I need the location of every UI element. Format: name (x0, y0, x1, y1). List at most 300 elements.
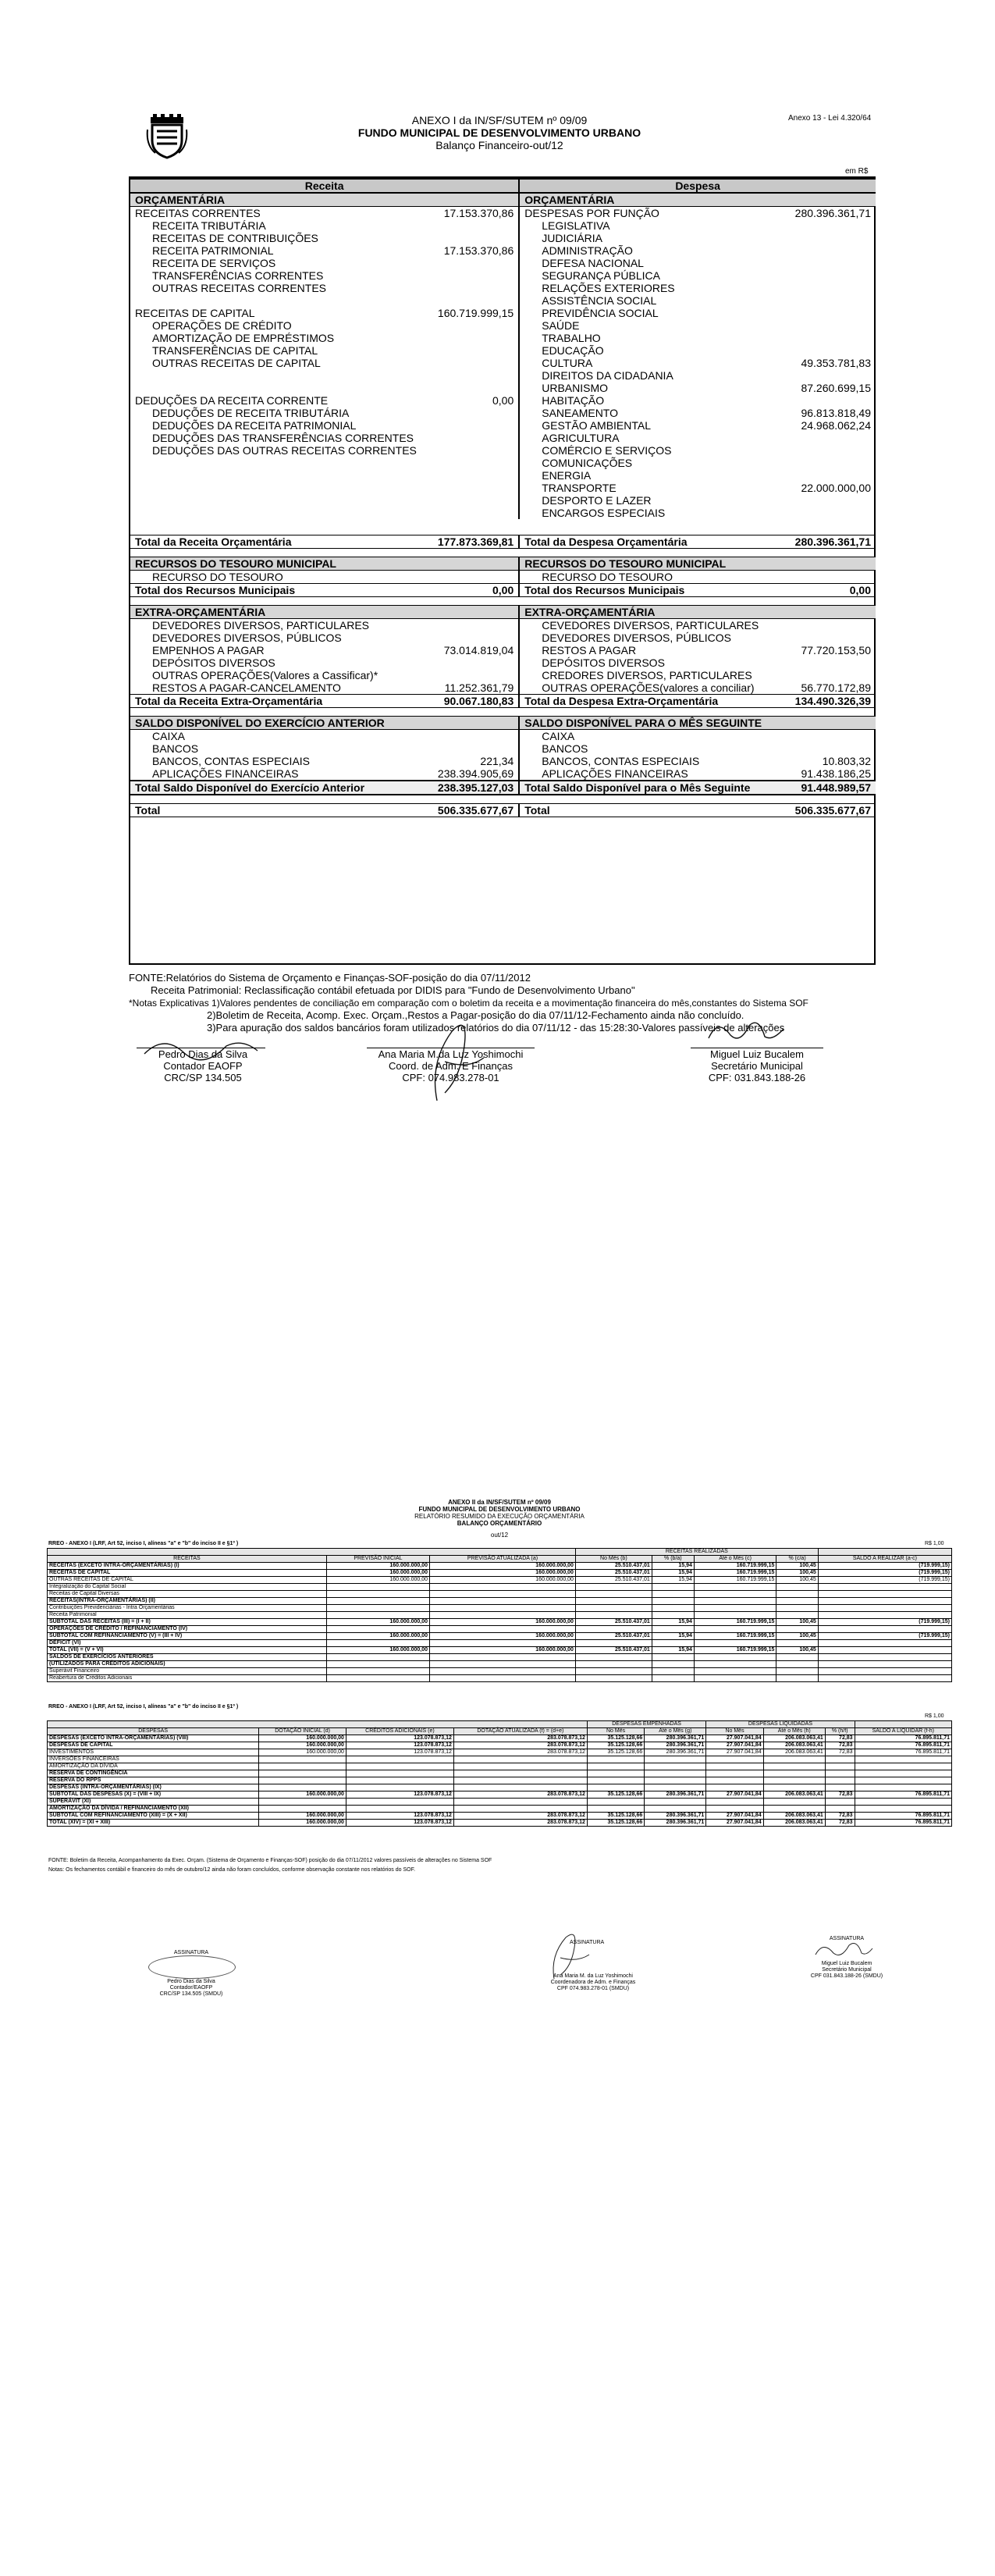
balance-row (130, 457, 876, 469)
right-value: 96.813.818,49 (801, 407, 871, 419)
right-value: 506.335.677,67 (791, 804, 876, 817)
table-row (48, 1584, 952, 1591)
row-value (645, 1777, 706, 1784)
right-label: OUTRAS OPERAÇÕES(valores a conciliar) (519, 681, 790, 695)
signer-role: Contador EAOFP (163, 1060, 243, 1072)
left-label: BANCOS, CONTAS ESPECIAIS (152, 755, 311, 767)
column-header: No Mês (b) (575, 1556, 652, 1563)
row-value: 206.083.063,41 (763, 1791, 825, 1799)
left-label: Total (130, 804, 421, 817)
column-header: No Mês (587, 1728, 644, 1735)
row-value (694, 1668, 776, 1675)
row-value (652, 1626, 694, 1633)
row-label: Contribuições Previdenciárias - Intra Orçamentárias (48, 1605, 327, 1612)
spacer-cell (791, 519, 876, 527)
row-value (346, 1756, 453, 1763)
row-value (825, 1763, 855, 1770)
right-value (791, 742, 876, 755)
row-label: Integralização do Capital Social (48, 1584, 327, 1591)
column-header: SALDO A LIQUIDAR (f-h) (855, 1728, 951, 1735)
table-row (48, 1763, 952, 1770)
receita-column-header: Receita (130, 179, 519, 193)
signer-id: CRC/SP 134.505 (164, 1072, 242, 1083)
row-label: SALDOS DE EXERCÍCIOS ANTERIORES (48, 1654, 327, 1661)
right-value (791, 257, 876, 269)
left-value (421, 282, 519, 294)
row-value (326, 1661, 429, 1668)
left-label (130, 294, 421, 307)
table-row (48, 1735, 952, 1742)
note-explanatory-3: 3)Para apuração dos saldos bancários foram utilizados relatórios do dia 07/11/12 - das 15:28:30-Valores passíveis de alterações (207, 1022, 785, 1034)
right-value (791, 619, 876, 632)
t2-caption: RREO - ANEXO I (LRF, Art 52, inciso I, alíneas "a" e "b" do inciso II e §1º ) (48, 1704, 239, 1710)
row-value (575, 1640, 652, 1647)
row-value (825, 1777, 855, 1784)
right-label: BANCOS (519, 742, 790, 755)
spacer-row (130, 549, 876, 557)
left-label: CAIXA (152, 730, 186, 742)
row-value (575, 1654, 652, 1661)
left-value (421, 232, 519, 244)
left-label: RECURSO DO TESOURO (152, 571, 283, 583)
row-value (694, 1654, 776, 1661)
row-value: 160.000.000,00 (430, 1619, 576, 1626)
row-value (430, 1668, 576, 1675)
balance-row (130, 444, 876, 457)
right-value (791, 244, 876, 257)
right-label: ASSISTÊNCIA SOCIAL (519, 294, 790, 307)
left-value (421, 507, 519, 519)
right-value (791, 294, 876, 307)
left-label: DEVEDORES DIVERSOS, PARTICULARES (152, 619, 369, 632)
signature-stamp-1 (148, 1955, 236, 1979)
right-label: CREDORES DIVERSOS, PARTICULARES (519, 669, 790, 681)
section-title-left: ORÇAMENTÁRIA (130, 193, 519, 207)
left-label (130, 457, 421, 469)
row-value: 160.719.999,15 (694, 1563, 776, 1570)
row-value (818, 1640, 951, 1647)
t1-group-row (48, 1549, 952, 1556)
signer-id: CPF: 031.843.188-26 (708, 1072, 806, 1083)
row-value: 283.078.873,12 (453, 1749, 587, 1756)
table-row (48, 1640, 952, 1647)
left-value: 506.335.677,67 (421, 804, 519, 817)
orcamentaria-section-title-row (130, 193, 876, 207)
column-header: % (h/f) (825, 1728, 855, 1735)
row-value (763, 1763, 825, 1770)
row-value (706, 1770, 763, 1777)
row-value (776, 1640, 818, 1647)
row-value: (719.999,15) (818, 1563, 951, 1570)
section-title-right: EXTRA-ORÇAMENTÁRIA (519, 606, 876, 619)
row-value (694, 1598, 776, 1605)
right-label: ENCARGOS ESPECIAIS (519, 507, 790, 519)
extra-orcamentaria-section-total-row (130, 695, 876, 708)
right-value (791, 332, 876, 344)
row-value: 100,45 (776, 1647, 818, 1654)
t2-header-row (48, 1728, 952, 1735)
row-value: 123.078.873,12 (346, 1820, 453, 1827)
row-value: 160.000.000,00 (326, 1577, 429, 1584)
row-value (453, 1777, 587, 1784)
right-label: DEVEDORES DIVERSOS, PÚBLICOS (519, 632, 790, 644)
left-value (421, 457, 519, 469)
row-value (645, 1763, 706, 1770)
signer-name: Pedro Dias da Silva (167, 1979, 215, 1984)
left-label: AMORTIZAÇÃO DE EMPRÉSTIMOS (152, 332, 335, 344)
right-label: AGRICULTURA (519, 432, 790, 444)
p2-signature-block-2 (531, 1973, 656, 1992)
left-label: RECEITAS DE CAPITAL (135, 307, 255, 319)
row-value (825, 1770, 855, 1777)
right-label: DESPESAS POR FUNÇÃO (519, 207, 790, 220)
row-value: 160.000.000,00 (259, 1820, 346, 1827)
row-value (430, 1605, 576, 1612)
right-value: 10.803,32 (822, 755, 871, 767)
p2-signature-block-1 (133, 1979, 250, 1998)
row-value: 27.907.041,84 (706, 1791, 763, 1799)
spacer-cell (421, 597, 519, 606)
row-label: RECEITAS DE CAPITAL (48, 1570, 327, 1577)
row-value: 100,45 (776, 1633, 818, 1640)
row-label: AMORTIZAÇÃO DA DÍVIDA / REFINANCIAMENTO (XII) (48, 1806, 259, 1813)
signature-block-3 (675, 1048, 839, 1083)
row-value: 15,94 (652, 1633, 694, 1640)
row-value (818, 1605, 951, 1612)
row-value (346, 1770, 453, 1777)
right-label: SEGURANÇA PÚBLICA (519, 269, 790, 282)
row-value: 280.396.361,71 (645, 1735, 706, 1742)
signer-name: Miguel Luiz Bucalem (710, 1048, 804, 1060)
row-value (346, 1777, 453, 1784)
right-label: SANEAMENTO (519, 407, 790, 419)
row-label: SUPERÁVIT (XI) (48, 1799, 259, 1806)
balance-row (130, 394, 876, 407)
row-value (652, 1661, 694, 1668)
spacer-cell (519, 708, 790, 717)
spacer-cell (130, 519, 421, 527)
note-explanatory-1: *Notas Explicativas 1)Valores pendentes de conciliação em comparação com o boletim da receita e a movimentação financeira do mês,constantes do Sistema SOF (129, 998, 808, 1009)
balance-row (130, 207, 876, 220)
row-label: RECEITAS(INTRA-ORÇAMENTÁRIAS) (II) (48, 1598, 327, 1605)
row-value (326, 1654, 429, 1661)
table-row (48, 1626, 952, 1633)
row-value (326, 1605, 429, 1612)
row-value (776, 1612, 818, 1619)
row-value: 27.907.041,84 (706, 1820, 763, 1827)
p2-signature-block-3 (788, 1961, 905, 1980)
balance-row (130, 644, 876, 656)
row-value: 160.000.000,00 (259, 1735, 346, 1742)
column-header: CRÉDITOS ADICIONAIS (e) (346, 1728, 453, 1735)
row-value (776, 1654, 818, 1661)
row-value (430, 1612, 576, 1619)
row-value (818, 1647, 951, 1654)
row-value: 123.078.873,12 (346, 1749, 453, 1756)
balance-row (130, 742, 876, 755)
right-label: APLICAÇÕES FINANCEIRAS (519, 767, 790, 781)
row-value (825, 1784, 855, 1791)
row-value: 283.078.873,12 (453, 1735, 587, 1742)
row-value (855, 1799, 951, 1806)
row-value: 283.078.873,12 (453, 1820, 587, 1827)
left-label: DEDUÇÕES DA RECEITA CORRENTE (135, 394, 329, 407)
left-value: 238.395.127,03 (421, 781, 519, 795)
signer-id: CPF 031.843.188-26 (SMDU) (810, 1973, 883, 1979)
row-value (825, 1756, 855, 1763)
balance-row (130, 332, 876, 344)
row-value: 15,94 (652, 1619, 694, 1626)
left-label: OUTRAS RECEITAS CORRENTES (152, 282, 326, 294)
right-label: DIREITOS DA CIDADANIA (519, 369, 790, 382)
row-value (326, 1612, 429, 1619)
balance-row (130, 669, 876, 681)
row-label: DESPESAS DE CAPITAL (48, 1742, 259, 1749)
left-label: Total da Receita Orçamentária (130, 535, 421, 549)
row-value (652, 1584, 694, 1591)
left-label: RECEITAS CORRENTES (135, 207, 261, 219)
left-label (130, 507, 421, 519)
row-value (776, 1584, 818, 1591)
row-value (645, 1756, 706, 1763)
balance-row (130, 507, 876, 519)
row-value: 280.396.361,71 (645, 1820, 706, 1827)
column-group-header (818, 1549, 951, 1556)
row-value (575, 1661, 652, 1668)
right-label: Total dos Recursos Municipais (519, 584, 790, 597)
row-value: 206.083.063,41 (763, 1813, 825, 1820)
row-label: OPERAÇÕES DE CRÉDITO / REFINANCIAMENTO (IV) (48, 1626, 327, 1633)
annex2-fund: FUNDO MUNICIPAL DE DESENVOLVIMENTO URBANO (418, 1506, 581, 1513)
annex2-title: ANEXO II da IN/SF/SUTEM nº 09/09 (448, 1499, 551, 1506)
row-value: 27.907.041,84 (706, 1749, 763, 1756)
row-value: (719.999,15) (818, 1633, 951, 1640)
spacer-row (130, 708, 876, 717)
balance-row (130, 269, 876, 282)
balance-row (130, 294, 876, 307)
right-value (791, 494, 876, 507)
row-label: SUBTOTAL COM REFINANCIAMENTO (V) = (III + IV) (48, 1633, 327, 1640)
right-label: ENERGIA (519, 469, 790, 482)
row-value (776, 1626, 818, 1633)
signer-id: CPF: 074.983.278-01 (402, 1072, 499, 1083)
row-value: 280.396.361,71 (645, 1749, 706, 1756)
left-value (421, 571, 519, 584)
row-value (430, 1675, 576, 1682)
row-value: 25.510.437,01 (575, 1570, 652, 1577)
row-value (587, 1799, 644, 1806)
left-value: 0,00 (492, 394, 514, 407)
column-header: % (c/a) (776, 1556, 818, 1563)
row-value (706, 1799, 763, 1806)
row-value (346, 1806, 453, 1813)
spacer-cell (519, 549, 790, 557)
row-value (763, 1799, 825, 1806)
row-value: 27.907.041,84 (706, 1742, 763, 1749)
left-value: 73.014.819,04 (443, 644, 514, 656)
left-label: RESTOS A PAGAR-CANCELAMENTO (152, 681, 341, 694)
row-value (430, 1661, 576, 1668)
column-group-header (48, 1721, 588, 1728)
spacer-cell (130, 549, 421, 557)
right-value (791, 344, 876, 357)
row-value: 72,83 (825, 1735, 855, 1742)
spacer-cell (421, 795, 519, 804)
row-value: 160.000.000,00 (430, 1633, 576, 1640)
row-label: RESERVA DE CONTINGÊNCIA (48, 1770, 259, 1777)
balance-row (130, 755, 876, 767)
table-row (48, 1633, 952, 1640)
table-row (48, 1806, 952, 1813)
row-value: 100,45 (776, 1563, 818, 1570)
right-value (791, 269, 876, 282)
table-row (48, 1756, 952, 1763)
left-label (130, 482, 421, 494)
row-value: 72,83 (825, 1749, 855, 1756)
right-value (791, 232, 876, 244)
saldo-section-title-row (130, 717, 876, 730)
spacer-cell (130, 597, 421, 606)
row-value (818, 1612, 951, 1619)
row-value: 206.083.063,41 (763, 1735, 825, 1742)
row-value (825, 1799, 855, 1806)
row-value: 123.078.873,12 (346, 1735, 453, 1742)
column-group-header: DESPESAS LIQUIDADAS (706, 1721, 855, 1728)
right-value (791, 444, 876, 457)
left-value (421, 730, 519, 743)
spacer-cell (519, 527, 790, 535)
row-value (587, 1784, 644, 1791)
right-label: GESTÃO AMBIENTAL (519, 419, 790, 432)
column-group-header: RECEITAS REALIZADAS (575, 1549, 818, 1556)
row-value: 72,83 (825, 1791, 855, 1799)
row-value (453, 1806, 587, 1813)
left-value (421, 319, 519, 332)
right-value: 280.396.361,71 (794, 207, 871, 219)
column-header: DOTAÇÃO ATUALIZADA (f) = (d+e) (453, 1728, 587, 1735)
row-value (575, 1591, 652, 1598)
report-subtitle: Balanço Financeiro-out/12 (435, 139, 563, 151)
row-label: SUBTOTAL COM REFINANCIAMENTO (XIII) = (X + XII) (48, 1813, 259, 1820)
row-value (259, 1784, 346, 1791)
row-label: Receitas de Capital Diversas (48, 1591, 327, 1598)
right-label: URBANISMO (519, 382, 790, 394)
row-value: 123.078.873,12 (346, 1813, 453, 1820)
row-value (453, 1799, 587, 1806)
left-value (421, 269, 519, 282)
signer-role: Contador/EAOFP (169, 1985, 213, 1991)
signer-name: Ana Maria M. da Luz Yoshimochi (553, 1973, 633, 1979)
signer-role: Coord. de Adm. E Finanças (389, 1060, 513, 1072)
table-row (48, 1563, 952, 1570)
row-value: 160.000.000,00 (430, 1577, 576, 1584)
left-value (421, 444, 519, 457)
row-value: 100,45 (776, 1577, 818, 1584)
row-value (763, 1770, 825, 1777)
table-row (48, 1799, 952, 1806)
balance-row (130, 344, 876, 357)
extra-orcamentaria-section-title-row (130, 606, 876, 619)
row-value (259, 1777, 346, 1784)
left-label: OUTRAS RECEITAS DE CAPITAL (152, 357, 321, 369)
table-row (48, 1570, 952, 1577)
column-header: % (b/a) (652, 1556, 694, 1563)
row-value (575, 1605, 652, 1612)
row-label: (UTILIZADOS PARA CRÉDITOS ADICIONAIS) (48, 1661, 327, 1668)
note-source: FONTE:Relatórios do Sistema de Orçamento e Finanças-SOF-posição do dia 07/11/2012 (129, 972, 531, 984)
row-label: TOTAL (VII) = (V + VI) (48, 1647, 327, 1654)
left-value (421, 407, 519, 419)
row-value: 160.719.999,15 (694, 1570, 776, 1577)
row-value (706, 1806, 763, 1813)
row-label: DESPESAS (EXCETO INTRA-ORÇAMENTÁRIAS) (VIII) (48, 1735, 259, 1742)
row-value (818, 1661, 951, 1668)
row-value (587, 1777, 644, 1784)
row-value: 160.000.000,00 (326, 1647, 429, 1654)
row-value (763, 1777, 825, 1784)
right-value (791, 282, 876, 294)
row-label: SUBTOTAL DAS RECEITAS (III) = (I + II) (48, 1619, 327, 1626)
row-value (326, 1640, 429, 1647)
row-label: Reabertura de Créditos Adicionais (48, 1675, 327, 1682)
row-label: RECEITAS (EXCETO INTRA-ORÇAMENTÁRIAS) (I) (48, 1563, 327, 1570)
left-label: Total da Receita Extra-Orçamentária (130, 695, 421, 708)
row-value: 25.510.437,01 (575, 1633, 652, 1640)
column-group-header (855, 1721, 951, 1728)
right-label: EDUCAÇÃO (519, 344, 790, 357)
saldo-section-total-row (130, 781, 876, 795)
table-row (48, 1784, 952, 1791)
right-value: 134.490.326,39 (791, 695, 876, 708)
row-value (818, 1668, 951, 1675)
table-row (48, 1742, 952, 1749)
row-value (259, 1763, 346, 1770)
right-label: DEFESA NACIONAL (519, 257, 790, 269)
left-value (421, 332, 519, 344)
left-value: 221,34 (480, 755, 514, 767)
right-value (791, 469, 876, 482)
column-header: PREVISÃO INICIAL (326, 1556, 429, 1563)
row-value (776, 1598, 818, 1605)
section-title-right: RECURSOS DO TESOURO MUNICIPAL (519, 557, 876, 571)
row-value: 76.895.811,71 (855, 1813, 951, 1820)
right-label: TRABALHO (519, 332, 790, 344)
row-value (430, 1584, 576, 1591)
row-value (645, 1770, 706, 1777)
left-value (421, 494, 519, 507)
column-header: PREVISÃO ATUALIZADA (a) (430, 1556, 576, 1563)
left-value (421, 294, 519, 307)
row-value: 15,94 (652, 1563, 694, 1570)
row-label: Superávit Financeiro (48, 1668, 327, 1675)
balance-row (130, 369, 876, 382)
left-value: 160.719.999,15 (437, 307, 514, 319)
left-label: Total dos Recursos Municipais (130, 584, 421, 597)
right-label: Total Saldo Disponível para o Mês Seguinte (519, 781, 790, 795)
row-value: 160.000.000,00 (430, 1647, 576, 1654)
row-value (855, 1756, 951, 1763)
column-header-row (130, 179, 876, 193)
right-label: CULTURA (519, 357, 790, 369)
row-value (645, 1784, 706, 1791)
right-value (791, 730, 876, 743)
row-value (652, 1591, 694, 1598)
right-value (791, 219, 876, 232)
row-value (430, 1654, 576, 1661)
right-value: 87.260.699,15 (801, 382, 871, 394)
annex2-period: out/12 (490, 1532, 509, 1539)
row-value: 160.000.000,00 (430, 1563, 576, 1570)
